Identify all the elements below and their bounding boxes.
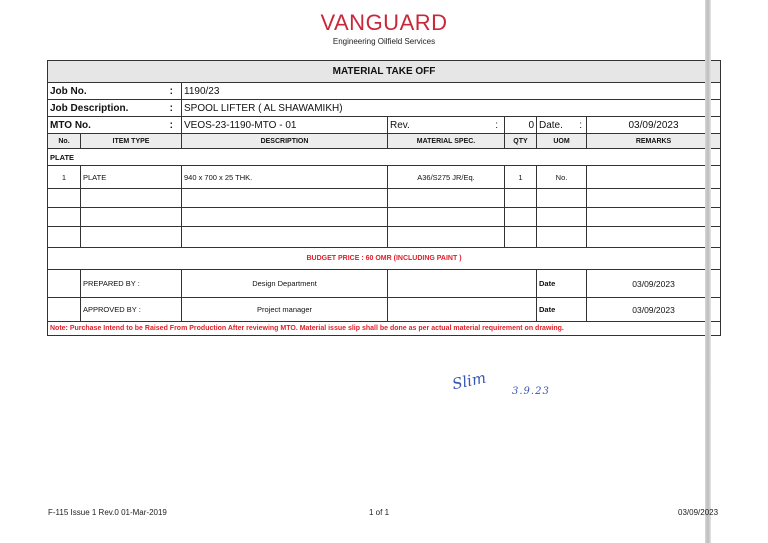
prepared-row (48, 270, 721, 298)
job-no-row (48, 83, 721, 100)
prepared-by: Design Department (182, 270, 388, 298)
footer-date: 03/09/2023 (678, 508, 719, 517)
job-no-label-cell (48, 83, 182, 100)
item-uom: No. (537, 166, 587, 189)
approved-date-label: Date (537, 298, 587, 322)
item-qty: 1 (505, 166, 537, 189)
col-header-qty: QTY (505, 134, 537, 149)
item-type: PLATE (81, 166, 182, 189)
table-row (48, 166, 721, 189)
footer-form-ref: F-115 Issue 1 Rev.0 01-Mar-2019 (48, 508, 167, 517)
job-desc-row (48, 100, 721, 117)
prepared-label: PREPARED BY : (81, 270, 182, 298)
table-row-empty (48, 227, 721, 248)
colon: : (169, 85, 173, 97)
note-row (48, 322, 721, 336)
colon: : (579, 119, 582, 131)
job-desc-value: SPOOL LIFTER ( AL SHAWAMIKH) (182, 100, 721, 117)
approved-label: APPROVED BY : (81, 298, 182, 322)
approved-row (48, 298, 721, 322)
footer-page: 1 of 1 (369, 508, 390, 517)
colon: : (169, 102, 173, 114)
item-description: 940 x 700 x 25 THK. (182, 166, 388, 189)
budget-row (48, 248, 721, 270)
item-spec: A36/S275 JR/Eq. (388, 166, 505, 189)
rev-label-cell (388, 117, 505, 134)
table-row-empty (48, 208, 721, 227)
colon: : (495, 119, 498, 131)
prepared-signature (388, 270, 537, 298)
mto-no-label-cell (48, 117, 182, 134)
mto-no-value: VEOS-23-1190-MTO - 01 (182, 117, 388, 134)
col-header-uom: UOM (537, 134, 587, 149)
form-title-row (48, 61, 721, 83)
job-no-value: 1190/23 (182, 83, 721, 100)
approved-by: Project manager (182, 298, 388, 322)
rev-label: Rev. (390, 119, 410, 131)
item-no: 1 (48, 166, 81, 189)
job-desc-label-cell (48, 100, 182, 117)
job-no-label: Job No. (50, 85, 87, 97)
material-take-off-table (47, 60, 721, 336)
column-header-row (48, 134, 721, 149)
date-value: 03/09/2023 (587, 117, 721, 134)
item-remarks (587, 166, 721, 189)
job-desc-label: Job Description. (50, 102, 129, 114)
prepared-date-label: Date (537, 270, 587, 298)
col-header-item-type: ITEM TYPE (81, 134, 182, 149)
approved-date: 03/09/2023 (587, 298, 721, 322)
section-label: PLATE (48, 149, 721, 166)
col-header-no: No. (48, 134, 81, 149)
date-label-cell (537, 117, 587, 134)
company-name: VANGUARD (320, 10, 448, 35)
company-tagline: Engineering Oilfield Services (332, 37, 436, 46)
mto-no-row (48, 117, 721, 134)
col-header-description: DESCRIPTION (182, 134, 388, 149)
col-header-material-spec: MATERIAL SPEC. (388, 134, 505, 149)
rev-value: 0 (505, 117, 537, 134)
approved-signature (388, 298, 537, 322)
col-header-remarks: REMARKS (587, 134, 721, 149)
scan-edge-shadow (705, 0, 711, 543)
table-row-empty (48, 189, 721, 208)
form-title: MATERIAL TAKE OFF (48, 61, 721, 83)
budget-price: BUDGET PRICE : 60 OMR (INCLUDING PAINT ) (48, 248, 721, 270)
section-row (48, 149, 721, 166)
note-text: Note: Purchase Intend to be Raised From Production After reviewing MTO. Material issue slip shall be done as per actual material requirement on drawing. (48, 322, 721, 336)
date-label: Date. (539, 119, 563, 131)
prepared-date: 03/09/2023 (587, 270, 721, 298)
handwritten-date: 3.9.23 (512, 386, 550, 397)
colon: : (169, 119, 173, 131)
mto-no-label: MTO No. (50, 119, 91, 131)
handwritten-signature: Slim (450, 368, 488, 394)
